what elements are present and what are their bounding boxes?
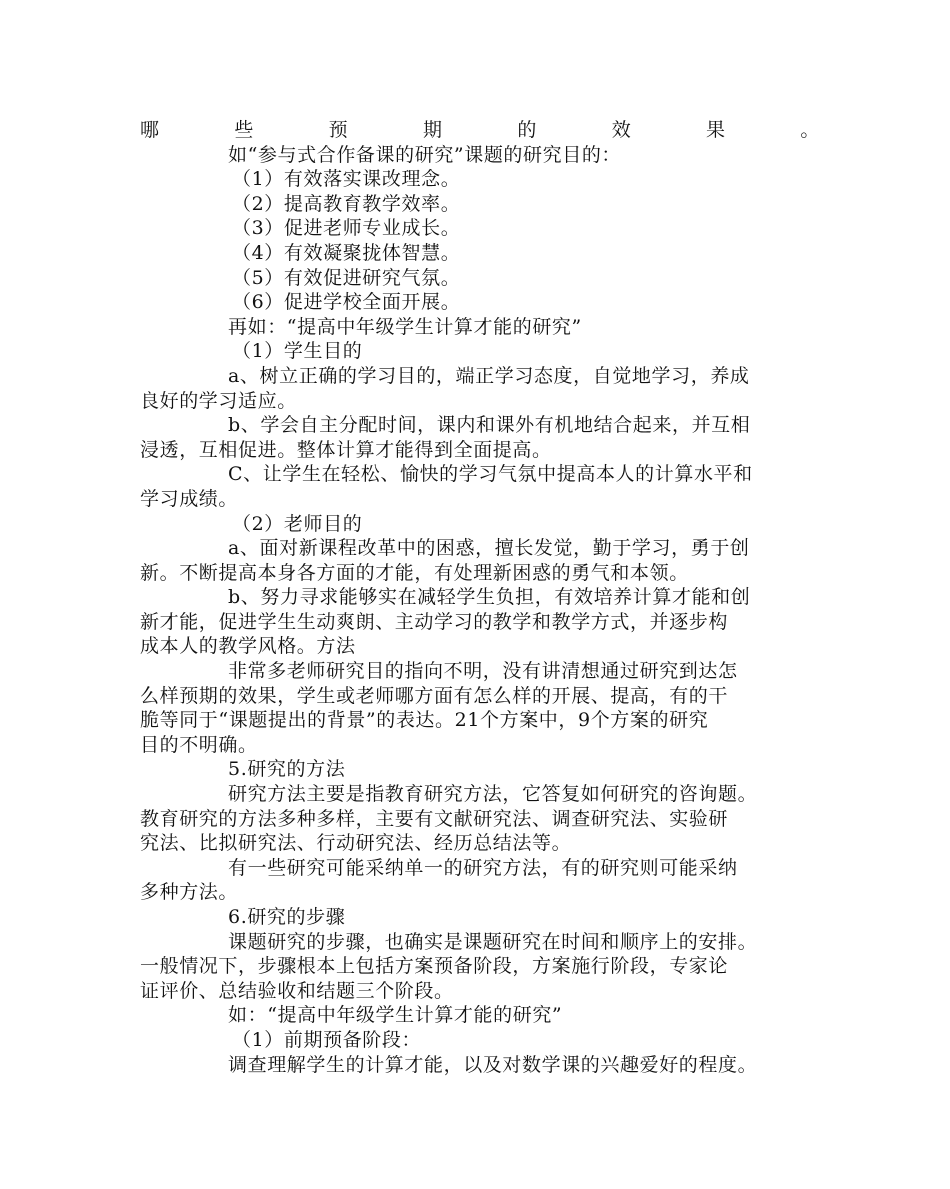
text-line: 调查理解学生的计算才能，以及对数学课的兴趣爱好的程度。: [228, 1053, 758, 1076]
text-line: 究法、比拟研究法、行动研究法、经历总结法等。: [140, 832, 572, 855]
text-line: C、让学生在轻松、愉快的学习气氛中提高本人的计算水平和: [228, 463, 753, 486]
text-line: 脆等同于“课题提出的背景”的表达。21个方案中，9个方案的研究: [140, 709, 709, 732]
text-line: 新。不断提高本身各方面的才能，有处理新困惑的勇气和本领。: [140, 561, 689, 584]
text-line: 成本人的教学风格。方法: [140, 635, 356, 658]
text-line: a、面对新课程改革中的困惑，擅长发觉，勤于学习，勇于创: [228, 537, 750, 560]
subheading: （2）老师目的: [232, 512, 363, 535]
text-line: 教育研究的方法多种多样，主要有文献研究法、调查研究法、实验研: [140, 807, 729, 830]
text-line: 有一些研究可能采纳单一的研究方法，有的研究则可能采纳: [228, 856, 738, 879]
document-page: [140, 118, 820, 1077]
subheading: （1）前期预备阶段：: [232, 1028, 422, 1051]
text-line: 研究方法主要是指教育研究方法，它答复如何研究的咨询题。: [228, 783, 758, 806]
list-item: （6）促进学校全面开展。: [232, 291, 461, 314]
section-heading: 6.研究的步骤: [228, 906, 346, 928]
text-line: a、树立正确的学习目的，端正学习态度，自觉地学习，养成: [228, 364, 750, 387]
subheading: （1）学生目的: [232, 340, 363, 363]
text-line: 证评价、总结验收和结题三个阶段。: [140, 979, 454, 1002]
text-line: 非常多老师研究目的指向不明，没有讲清想通过研究到达怎: [228, 660, 738, 683]
list-item: （3）促进老师专业成长。: [232, 217, 461, 240]
text-line: 新才能，促进学生生动爽朗、主动学习的教学和教学方式，并逐步构: [140, 610, 729, 633]
text-line: 学习成绩。: [140, 487, 239, 510]
text-line: 一般情况下，步骤根本上包括方案预备阶段，方案施行阶段，专家论: [140, 955, 729, 978]
list-item: （2）提高教育教学效率。: [232, 192, 461, 215]
text-line: 再如：“提高中年级学生计算才能的研究”: [228, 315, 582, 338]
text-line: 如“参与式合作备课的研究”课题的研究目的：: [228, 143, 622, 166]
text-line: b、努力寻求能够实在减轻学生负担，有效培养计算才能和创: [228, 586, 751, 609]
text-line: 多种方法。: [140, 881, 239, 904]
text-line: 目的不明确。: [140, 733, 258, 756]
text-line: 如：“提高中年级学生计算才能的研究”: [228, 1004, 563, 1027]
text-line: 浸透，互相促进。整体计算才能得到全面提高。: [140, 438, 552, 461]
list-item: （5）有效促进研究气氛。: [232, 266, 461, 289]
text-line: 良好的学习适应。: [140, 389, 297, 412]
list-item: （1）有效落实课改理念。: [232, 168, 461, 191]
section-heading: 5.研究的方法: [228, 758, 346, 781]
text-line: 课题研究的步骤，也确实是课题研究在时间和顺序上的安排。: [228, 930, 758, 953]
list-item: （4）有效凝聚拢体智慧。: [232, 241, 461, 264]
text-line: 哪些预期的效果。: [140, 119, 820, 141]
text-line: b、学会自主分配时间，课内和课外有机地结合起来，并互相: [228, 414, 751, 437]
text-line: 么样预期的效果，学生或老师哪方面有怎么样的开展、提高，有的干: [140, 684, 729, 707]
